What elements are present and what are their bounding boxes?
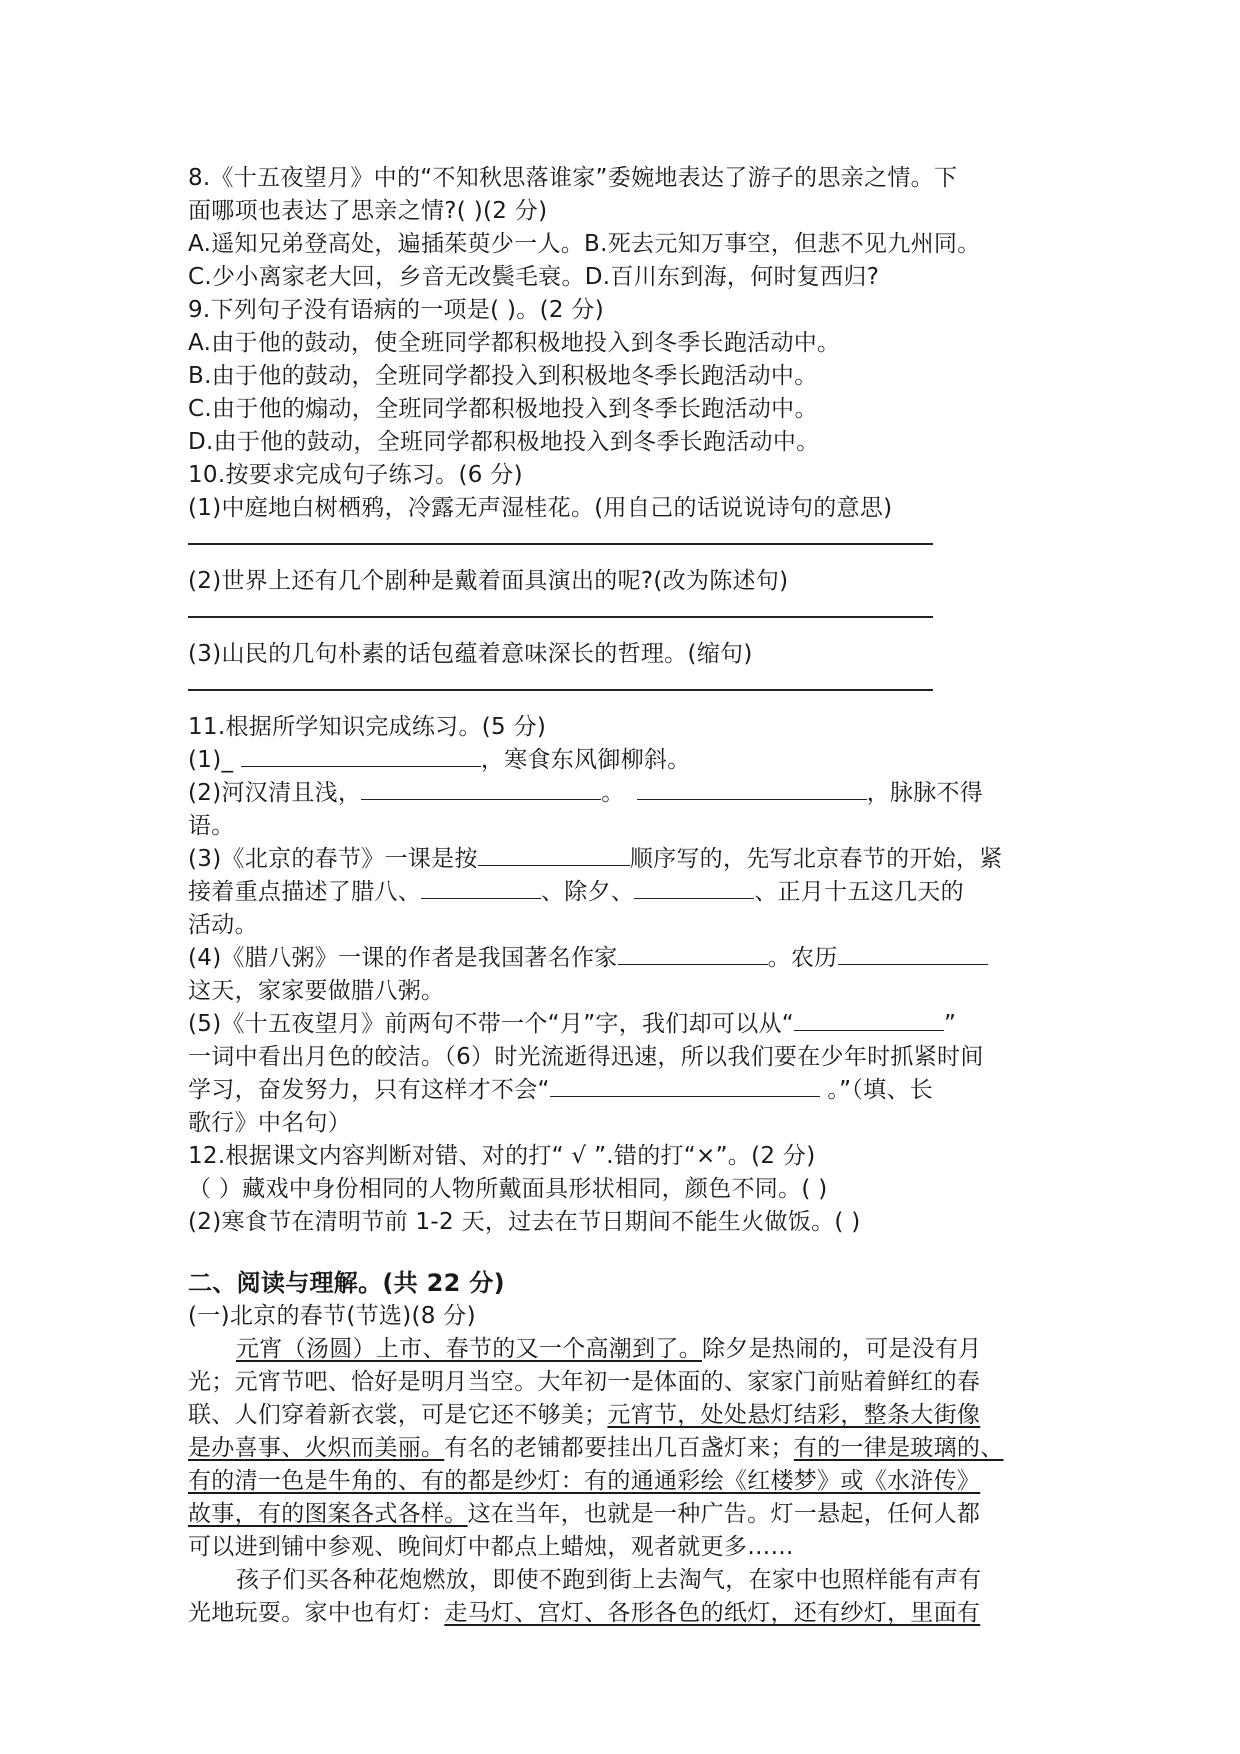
q9-option-d: D.由于他的鼓动，全班同学都积极地投入到冬季长跑活动中。 xyxy=(188,429,820,455)
q11-part5-line2: 一词中看出月色的皎洁。（6）时光流逝得迅速，所以我们要在少年时抓紧时间 xyxy=(188,1044,984,1070)
passage-line: 可以进到铺中参观、晚间灯中都点上蜡烛，观者就更多…… xyxy=(188,1534,794,1560)
q11-p4-text: 。农历 xyxy=(767,945,838,971)
q11-part5-line4: 歌行》中名句） xyxy=(188,1110,352,1136)
passage-line xyxy=(188,1399,1068,1432)
q12-part1: （ ）藏戏中身份相同的人物所戴面具形状相同，颜色不同。( ) xyxy=(188,1176,828,1202)
q10-part1: (1)中庭地白树栖鸦，冷露无声湿桂花。(用自己的话说说诗句的意思) xyxy=(188,495,893,521)
fill-blank[interactable] xyxy=(794,1008,944,1031)
fill-blank[interactable] xyxy=(550,1074,820,1097)
q11-part2-cont: 语。 xyxy=(188,813,235,839)
q11-p2-suffix: ，脉脉不得 xyxy=(866,780,984,806)
fill-blank[interactable] xyxy=(634,876,754,899)
section2-title: 二、阅读与理解。(共 22 分) xyxy=(188,1269,505,1297)
q11-p1-prefix: (1)_ xyxy=(188,747,241,773)
passage-text: 这在当年，也就是一种广告。灯一悬起，任何人都 xyxy=(467,1501,981,1527)
underlined-sentence: 是办喜事、火炽而美丽。 xyxy=(188,1435,445,1461)
underlined-sentence: 元宵（汤圆）上市、春节的又一个高潮到了。 xyxy=(236,1336,702,1362)
passage-text: 光地玩耍。家中也有灯： xyxy=(188,1600,445,1626)
fill-blank[interactable] xyxy=(838,942,988,965)
section2-subtitle: (一)北京的春节(节选)(8 分) xyxy=(188,1303,476,1329)
passage-line xyxy=(188,1465,1068,1498)
answer-line[interactable] xyxy=(188,689,933,691)
q9-option-a: A.由于他的鼓动，使全班同学都积极地投入到冬季长跑活动中。 xyxy=(188,330,841,356)
q8-options-cd: C.少小离家老大回，乡音无改鬓毛衰。D.百川东到海，何时复西归? xyxy=(188,264,880,290)
fill-blank[interactable] xyxy=(637,777,867,800)
q11-p2-mid: 。 xyxy=(601,780,625,806)
underlined-sentence: 有的清一色是牛角的、有的都是纱灯：有的通通彩绘《红楼梦》或《水浒传》 xyxy=(188,1468,981,1494)
passage-line: 光；元宵节吧、恰好是明月当空。大年初一是体面的、家家门前贴着鲜红的春 xyxy=(188,1369,981,1395)
passage-text: 有名的老铺都要挂出几百盏灯来； xyxy=(444,1435,794,1461)
q11-stem: 11.根据所学知识完成练习。(5 分) xyxy=(188,714,547,740)
q8-options-ab: A.遥知兄弟登高处，遍插茱萸少一人。B.死去元知万事空，但悲不见九州同。 xyxy=(188,231,981,257)
q9-option-b: B.由于他的鼓动，全班同学都投入到积极地冬季长跑活动中。 xyxy=(188,363,818,389)
q11-part3-line1 xyxy=(188,843,1068,876)
q11-p5-text: ” xyxy=(944,1011,957,1037)
q11-p3-text: 、除夕、 xyxy=(541,879,635,905)
passage-line xyxy=(188,1597,1068,1630)
q9-option-c: C.由于他的煽动，全班同学都积极地投入到冬季长跑活动中。 xyxy=(188,396,818,422)
q11-p5-text: 。”（填、长 xyxy=(819,1077,934,1103)
q11-part3-line3: 活动。 xyxy=(188,912,258,938)
passage-text: 除夕是热闹的，可是没有月 xyxy=(702,1336,982,1362)
passage-line xyxy=(188,1498,1068,1531)
q9-stem: 9.下列句子没有语病的一项是( )。(2 分) xyxy=(188,297,604,323)
underlined-sentence: 元宵节，处处悬灯结彩，整条大街像 xyxy=(607,1402,981,1428)
underlined-sentence: 走马灯、宫灯、各形各色的纸灯，还有纱灯，里面有 xyxy=(444,1600,981,1626)
fill-blank[interactable] xyxy=(478,843,630,866)
passage-line: 孩子们买各种花炮燃放，即使不跑到街上去淘气，在家中也照样能有声有 xyxy=(236,1567,982,1593)
passage-text: 联、人们穿着新衣裳，可是它还不够美； xyxy=(188,1402,608,1428)
q12-part2: (2)寒食节在清明节前 1-2 天，过去在节日期间不能生火做饭。( ) xyxy=(188,1209,861,1235)
q11-part5-line1 xyxy=(188,1008,1068,1041)
underlined-sentence: 有的一律是玻璃的、 xyxy=(793,1435,1004,1461)
fill-blank[interactable] xyxy=(241,744,481,767)
answer-line[interactable] xyxy=(188,616,933,618)
q11-p5-text: (5)《十五夜望月》前两句不带一个“月”字，我们却可以从“ xyxy=(188,1011,795,1037)
passage-line xyxy=(188,1432,1068,1465)
q8-stem-line1: 8.《十五夜望月》中的“不知秋思落谁家”委婉地表达了游子的思亲之情。下 xyxy=(188,165,958,191)
fill-blank[interactable] xyxy=(421,876,541,899)
q11-p5-text: 学习，奋发努力，只有这样才不会“ xyxy=(188,1077,550,1103)
underlined-sentence: 故事，有的图案各式各样。 xyxy=(188,1501,468,1527)
q8-stem-line2: 面哪项也表达了思亲之情?( )(2 分) xyxy=(188,198,548,224)
q10-part2: (2)世界上还有几个剧种是戴着面具演出的呢?(改为陈述句) xyxy=(188,568,789,594)
q11-p1-suffix: ，寒食东风御柳斜。 xyxy=(480,747,691,773)
q11-part5-line3 xyxy=(188,1074,1068,1107)
q12-stem: 12.根据课文内容判断对错、对的打“ √ ”.错的打“×”。(2 分) xyxy=(188,1143,816,1169)
fill-blank[interactable] xyxy=(618,942,768,965)
answer-line[interactable] xyxy=(188,543,933,545)
exam-page xyxy=(188,162,1068,1630)
q11-p3-text: 顺序写的，先写北京春节的开始，紧 xyxy=(629,846,1003,872)
fill-blank[interactable] xyxy=(361,777,601,800)
q11-p3-text: 、正月十五这几天的 xyxy=(754,879,964,905)
q11-p2-prefix: (2)河汉清且浅， xyxy=(188,780,362,806)
q11-part4-line2: 这天，家家要做腊八粥。 xyxy=(188,978,445,1004)
passage-line xyxy=(188,1333,1068,1366)
q11-p4-text: (4)《腊八粥》一课的作者是我国著名作家 xyxy=(188,945,618,971)
q11-p3-text: (3)《北京的春节》一课是按 xyxy=(188,846,478,872)
q11-part1 xyxy=(188,744,1068,777)
q10-stem: 10.按要求完成句子练习。(6 分) xyxy=(188,462,523,488)
q11-part2 xyxy=(188,777,1068,810)
q11-p3-text: 接着重点描述了腊八、 xyxy=(188,879,421,905)
q11-part3-line2 xyxy=(188,876,1068,909)
q10-part3: (3)山民的几句朴素的话包蕴着意味深长的哲理。(缩句) xyxy=(188,641,753,667)
q11-part4-line1 xyxy=(188,942,1068,975)
